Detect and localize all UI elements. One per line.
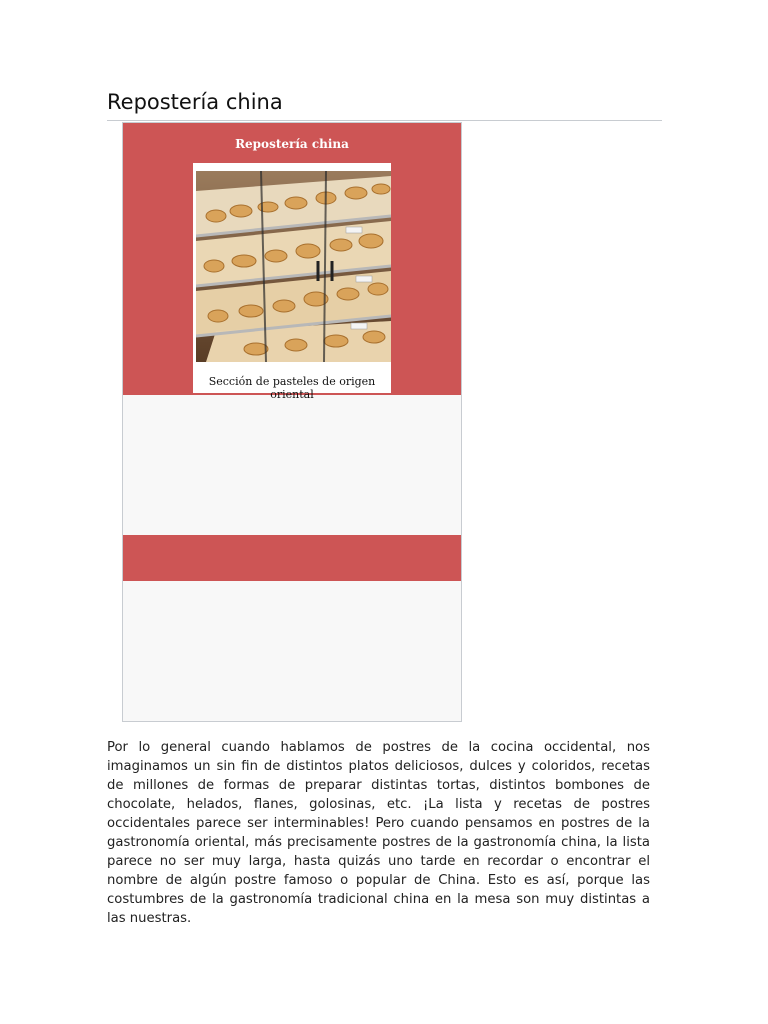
title-divider — [107, 120, 662, 121]
infobox — [122, 122, 462, 722]
page-title: Repostería china — [107, 90, 283, 114]
article-paragraph: Por lo general cuando hablamos de postres de la cocina occidental, nos imaginamos un sin fin de distintos platos deliciosos, dulces y coloridos, recetas de millones de formas de preparar distintas tortas, distintos bombones de chocolate, helados, flanes, golosinas, etc. ¡La lista y recetas de postres occidentales parece ser interminables! Pero cuando pensamos en postres de la gastronomía oriental, más precisamente postres de la gastronomía china, la lista parece no ser muy larga, hasta quizás uno tarde en recordar o encontrar el nombre de algún postre famoso o popular de China. Esto es así, porque las costumbres de la gastronomía tradicional china en la mesa son muy distintas a las nuestras. — [107, 740, 650, 926]
image-caption: Sección de pasteles de origen oriental — [208, 375, 376, 401]
infobox-title: Repostería china — [235, 137, 349, 151]
infobox-image-frame — [193, 163, 391, 401]
infobox-section-band — [123, 535, 461, 581]
pastry-display-photo[interactable] — [196, 171, 391, 362]
infobox-header — [123, 123, 461, 401]
